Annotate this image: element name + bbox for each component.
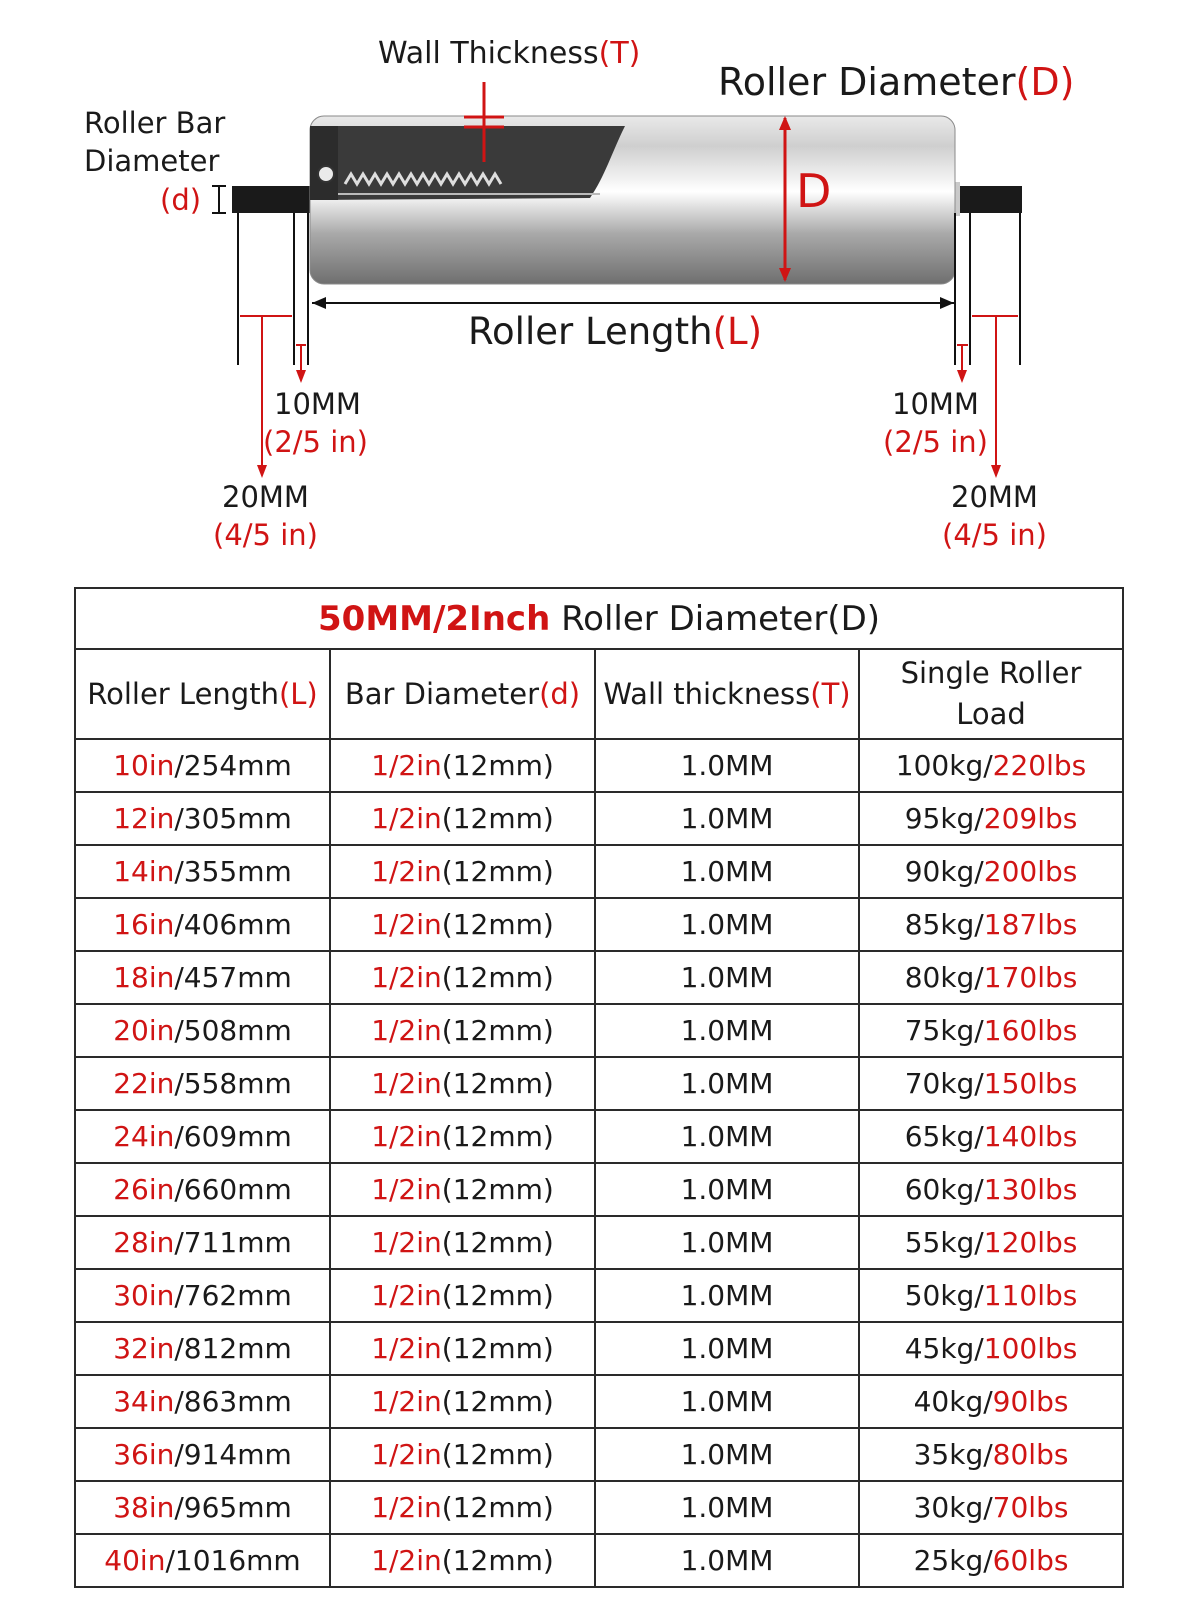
cell-roller-length-len_mm: /965mm (174, 1491, 292, 1524)
bearing-housing (310, 126, 338, 200)
cell-wall-thickness (595, 1216, 859, 1269)
wall-thickness-label: Wall Thickness(T) (378, 36, 641, 71)
bearing (318, 166, 334, 182)
cell-wall-thickness-wall: 1.0MM (680, 1279, 774, 1312)
cell-wall-thickness-wall: 1.0MM (680, 749, 774, 782)
table-row (75, 1163, 1123, 1216)
cell-load (859, 898, 1123, 951)
cell-roller-length (75, 1428, 330, 1481)
cell-load-lbs: 150lbs (983, 1067, 1078, 1100)
cell-bar-diameter (330, 951, 595, 1004)
cell-load-kg: 60kg/ (904, 1173, 984, 1206)
cell-wall-thickness-wall: 1.0MM (680, 802, 774, 835)
table-row (75, 845, 1123, 898)
cell-roller-length-len_mm: /254mm (174, 749, 292, 782)
cell-bar-diameter (330, 1534, 595, 1587)
cell-roller-length-len_in: 38in (113, 1491, 175, 1524)
cell-roller-length (75, 1163, 330, 1216)
cell-bar-diameter-bar_mm: (12mm) (441, 1385, 554, 1418)
cell-roller-length-len_in: 32in (113, 1332, 175, 1365)
table-row (75, 1057, 1123, 1110)
cell-wall-thickness (595, 1110, 859, 1163)
cell-roller-length-len_mm: /355mm (174, 855, 292, 888)
cell-load (859, 1322, 1123, 1375)
cell-bar-diameter-bar_mm: (12mm) (441, 1067, 554, 1100)
cell-bar-diameter-bar_mm: (12mm) (441, 1279, 554, 1312)
cell-load (859, 951, 1123, 1004)
cell-load-kg: 75kg/ (904, 1014, 984, 1047)
cell-bar-diameter-bar_in: 1/2in (371, 1067, 442, 1100)
cell-wall-thickness (595, 739, 859, 792)
cell-roller-length-len_mm: /305mm (174, 802, 292, 835)
cell-bar-diameter (330, 898, 595, 951)
cell-bar-diameter (330, 1428, 595, 1481)
cell-load-lbs: 160lbs (983, 1014, 1078, 1047)
table-title-row (75, 588, 1123, 649)
header-wall-thickness: Wall thickness(T) (595, 649, 859, 739)
cell-bar-diameter-bar_in: 1/2in (371, 1120, 442, 1153)
cell-roller-length-len_in: 28in (113, 1226, 175, 1259)
cell-wall-thickness-wall: 1.0MM (680, 1173, 774, 1206)
cell-load (859, 1534, 1123, 1587)
cell-load (859, 1428, 1123, 1481)
cell-roller-length-len_in: 16in (113, 908, 175, 941)
cell-roller-length-len_in: 24in (113, 1120, 175, 1153)
cell-roller-length-len_mm: /812mm (174, 1332, 292, 1365)
cell-roller-length (75, 1481, 330, 1534)
cell-wall-thickness (595, 1428, 859, 1481)
cell-wall-thickness (595, 1534, 859, 1587)
cell-bar-diameter-bar_in: 1/2in (371, 1438, 442, 1471)
left-inner-mm: 10MM (274, 387, 361, 421)
cell-bar-diameter-bar_mm: (12mm) (441, 1173, 554, 1206)
cell-wall-thickness (595, 1057, 859, 1110)
bar-diameter-symbol: (d) (160, 183, 202, 217)
table-row (75, 1216, 1123, 1269)
cell-roller-length (75, 845, 330, 898)
table-row (75, 792, 1123, 845)
cell-bar-diameter-bar_in: 1/2in (371, 802, 442, 835)
cell-wall-thickness-wall: 1.0MM (680, 1438, 774, 1471)
cell-bar-diameter (330, 792, 595, 845)
cell-wall-thickness (595, 1322, 859, 1375)
cell-bar-diameter (330, 739, 595, 792)
cell-roller-length-len_in: 10in (113, 749, 175, 782)
cell-wall-thickness (595, 1375, 859, 1428)
cell-wall-thickness-wall: 1.0MM (680, 1544, 774, 1577)
cell-roller-length-len_in: 30in (113, 1279, 175, 1312)
cell-roller-length-len_in: 22in (113, 1067, 175, 1100)
cell-wall-thickness-wall: 1.0MM (680, 1491, 774, 1524)
cell-wall-thickness (595, 845, 859, 898)
cell-roller-length (75, 1322, 330, 1375)
cell-bar-diameter-bar_mm: (12mm) (441, 1438, 554, 1471)
table-row (75, 1481, 1123, 1534)
table-row (75, 739, 1123, 792)
header-roller-length: Roller Length(L) (75, 649, 330, 739)
table-row (75, 898, 1123, 951)
cell-load (859, 1163, 1123, 1216)
cell-load-kg: 40kg/ (913, 1385, 993, 1418)
left-axle (232, 186, 310, 213)
cell-load (859, 1004, 1123, 1057)
cell-load-kg: 35kg/ (913, 1438, 993, 1471)
cutaway-section (314, 126, 625, 200)
cell-load-lbs: 130lbs (983, 1173, 1078, 1206)
cell-bar-diameter-bar_mm: (12mm) (441, 802, 554, 835)
cell-load-kg: 45kg/ (904, 1332, 984, 1365)
cell-bar-diameter-bar_mm: (12mm) (441, 749, 554, 782)
cell-roller-length-len_mm: /406mm (174, 908, 292, 941)
cell-wall-thickness (595, 898, 859, 951)
bar-diameter-label-2: Diameter (84, 144, 220, 178)
cell-wall-thickness (595, 951, 859, 1004)
table-row (75, 951, 1123, 1004)
cell-wall-thickness-wall: 1.0MM (680, 855, 774, 888)
cell-bar-diameter (330, 845, 595, 898)
cell-wall-thickness-wall: 1.0MM (680, 1014, 774, 1047)
cell-roller-length-len_in: 18in (113, 961, 175, 994)
cell-load (859, 845, 1123, 898)
table-row (75, 1110, 1123, 1163)
cell-load-kg: 100kg/ (895, 749, 993, 782)
cell-load-kg: 30kg/ (913, 1491, 993, 1524)
cell-wall-thickness (595, 1481, 859, 1534)
cell-bar-diameter-bar_in: 1/2in (371, 1014, 442, 1047)
cell-bar-diameter-bar_in: 1/2in (371, 1491, 442, 1524)
cell-roller-length-len_mm: /558mm (174, 1067, 292, 1100)
cell-bar-diameter-bar_mm: (12mm) (441, 1544, 554, 1577)
cell-bar-diameter (330, 1269, 595, 1322)
cell-load-kg: 65kg/ (904, 1120, 984, 1153)
cell-roller-length-len_mm: /863mm (174, 1385, 292, 1418)
cell-bar-diameter-bar_mm: (12mm) (441, 908, 554, 941)
cell-bar-diameter (330, 1110, 595, 1163)
cell-load-lbs: 100lbs (983, 1332, 1078, 1365)
cell-roller-length (75, 1216, 330, 1269)
cell-roller-length-len_in: 40in (104, 1544, 166, 1577)
right-axle (952, 186, 1022, 213)
cell-load (859, 1375, 1123, 1428)
left-outer-mm: 20MM (222, 480, 309, 514)
cell-roller-length-len_in: 36in (113, 1438, 175, 1471)
cell-load-lbs: 170lbs (983, 961, 1078, 994)
cell-bar-diameter-bar_in: 1/2in (371, 1544, 442, 1577)
table-row (75, 1428, 1123, 1481)
table-row (75, 1534, 1123, 1587)
cell-roller-length (75, 739, 330, 792)
cell-roller-length-len_mm: /508mm (174, 1014, 292, 1047)
cell-bar-diameter-bar_in: 1/2in (371, 908, 442, 941)
cell-bar-diameter-bar_in: 1/2in (371, 1226, 442, 1259)
cell-load-kg: 25kg/ (913, 1544, 993, 1577)
spec-table (74, 587, 1124, 1588)
bar-diameter-label-1: Roller Bar (84, 106, 226, 140)
table-header-row (75, 649, 1123, 739)
cell-load-lbs: 120lbs (983, 1226, 1078, 1259)
roller-length-label: Roller Length(L) (468, 310, 763, 353)
cell-load-lbs: 90lbs (992, 1385, 1069, 1418)
cell-load (859, 1481, 1123, 1534)
cell-load (859, 739, 1123, 792)
cell-roller-length-len_mm: /660mm (174, 1173, 292, 1206)
cell-roller-length (75, 951, 330, 1004)
cell-bar-diameter (330, 1481, 595, 1534)
table-row (75, 1375, 1123, 1428)
cell-bar-diameter-bar_mm: (12mm) (441, 1332, 554, 1365)
cell-wall-thickness-wall: 1.0MM (680, 1226, 774, 1259)
roller-diameter-label: Roller Diameter(D) (718, 60, 1075, 104)
right-outer-inch: (4/5 in) (942, 518, 1047, 552)
cell-bar-diameter-bar_mm: (12mm) (441, 855, 554, 888)
cell-roller-length-len_in: 26in (113, 1173, 175, 1206)
table-row (75, 1004, 1123, 1057)
header-single-roller-load: Single Roller Load (859, 649, 1123, 739)
cell-wall-thickness (595, 1004, 859, 1057)
cell-load-lbs: 110lbs (983, 1279, 1078, 1312)
cell-wall-thickness-wall: 1.0MM (680, 1067, 774, 1100)
cell-bar-diameter-bar_in: 1/2in (371, 1279, 442, 1312)
header-bar-diameter: Bar Diameter(d) (330, 649, 595, 739)
cell-roller-length (75, 1057, 330, 1110)
cell-roller-length (75, 1375, 330, 1428)
cell-roller-length-len_in: 12in (113, 802, 175, 835)
cell-roller-length-len_in: 20in (113, 1014, 175, 1047)
cell-wall-thickness-wall: 1.0MM (680, 961, 774, 994)
cell-bar-diameter-bar_in: 1/2in (371, 1332, 442, 1365)
cell-load-lbs: 70lbs (992, 1491, 1069, 1524)
cell-bar-diameter (330, 1322, 595, 1375)
cell-load-lbs: 209lbs (983, 802, 1078, 835)
cell-wall-thickness-wall: 1.0MM (680, 1385, 774, 1418)
cell-bar-diameter (330, 1375, 595, 1428)
cell-load-lbs: 140lbs (983, 1120, 1078, 1153)
cell-roller-length-len_mm: /914mm (174, 1438, 292, 1471)
cell-load-kg: 55kg/ (904, 1226, 984, 1259)
cell-roller-length-len_mm: /762mm (174, 1279, 292, 1312)
cell-load (859, 1269, 1123, 1322)
cell-bar-diameter-bar_in: 1/2in (371, 1385, 442, 1418)
cell-bar-diameter (330, 1163, 595, 1216)
table-row (75, 1269, 1123, 1322)
cell-roller-length (75, 1269, 330, 1322)
cell-roller-length-len_in: 34in (113, 1385, 175, 1418)
table-row (75, 1322, 1123, 1375)
cell-load (859, 1057, 1123, 1110)
right-inner-inch: (2/5 in) (883, 425, 988, 459)
cell-load-kg: 50kg/ (904, 1279, 984, 1312)
cell-wall-thickness (595, 792, 859, 845)
cell-wall-thickness-wall: 1.0MM (680, 1120, 774, 1153)
cell-load (859, 792, 1123, 845)
cell-roller-length-len_mm: /609mm (174, 1120, 292, 1153)
cell-bar-diameter-bar_in: 1/2in (371, 749, 442, 782)
cell-roller-length (75, 792, 330, 845)
cell-load (859, 1216, 1123, 1269)
cell-load-kg: 90kg/ (904, 855, 984, 888)
cell-bar-diameter-bar_mm: (12mm) (441, 1014, 554, 1047)
cell-roller-length (75, 898, 330, 951)
cell-bar-diameter-bar_in: 1/2in (371, 961, 442, 994)
cell-roller-length-len_mm: /457mm (174, 961, 292, 994)
cell-wall-thickness-wall: 1.0MM (680, 1332, 774, 1365)
cell-roller-length-len_mm: /711mm (174, 1226, 292, 1259)
cell-load-lbs: 220lbs (992, 749, 1087, 782)
cell-load (859, 1110, 1123, 1163)
cell-bar-diameter-bar_mm: (12mm) (441, 1491, 554, 1524)
cell-bar-diameter (330, 1057, 595, 1110)
left-inner-inch: (2/5 in) (263, 425, 368, 459)
cell-load-kg: 70kg/ (904, 1067, 984, 1100)
cell-roller-length (75, 1110, 330, 1163)
left-outer-inch: (4/5 in) (213, 518, 318, 552)
cell-load-lbs: 80lbs (992, 1438, 1069, 1471)
cell-load-lbs: 200lbs (983, 855, 1078, 888)
table-body (75, 739, 1123, 1587)
cell-load-kg: 95kg/ (904, 802, 984, 835)
right-outer-mm: 20MM (951, 480, 1038, 514)
cell-load-kg: 80kg/ (904, 961, 984, 994)
cell-bar-diameter-bar_mm: (12mm) (441, 961, 554, 994)
cell-load-kg: 85kg/ (904, 908, 984, 941)
right-inner-mm: 10MM (892, 387, 979, 421)
cell-load-lbs: 60lbs (992, 1544, 1069, 1577)
cell-wall-thickness (595, 1163, 859, 1216)
cell-bar-diameter (330, 1004, 595, 1057)
cell-roller-length (75, 1534, 330, 1587)
cell-load-lbs: 187lbs (983, 908, 1078, 941)
cell-bar-diameter-bar_in: 1/2in (371, 1173, 442, 1206)
cell-roller-length-len_mm: /1016mm (165, 1544, 301, 1577)
diameter-mark: D (796, 164, 832, 218)
table-title: 50MM/2Inch Roller Diameter(D) (75, 588, 1123, 649)
cell-wall-thickness-wall: 1.0MM (680, 908, 774, 941)
cell-bar-diameter (330, 1216, 595, 1269)
cell-roller-length (75, 1004, 330, 1057)
cell-bar-diameter-bar_in: 1/2in (371, 855, 442, 888)
cell-roller-length-len_in: 14in (113, 855, 175, 888)
cell-bar-diameter-bar_mm: (12mm) (441, 1226, 554, 1259)
cell-wall-thickness (595, 1269, 859, 1322)
cell-bar-diameter-bar_mm: (12mm) (441, 1120, 554, 1153)
